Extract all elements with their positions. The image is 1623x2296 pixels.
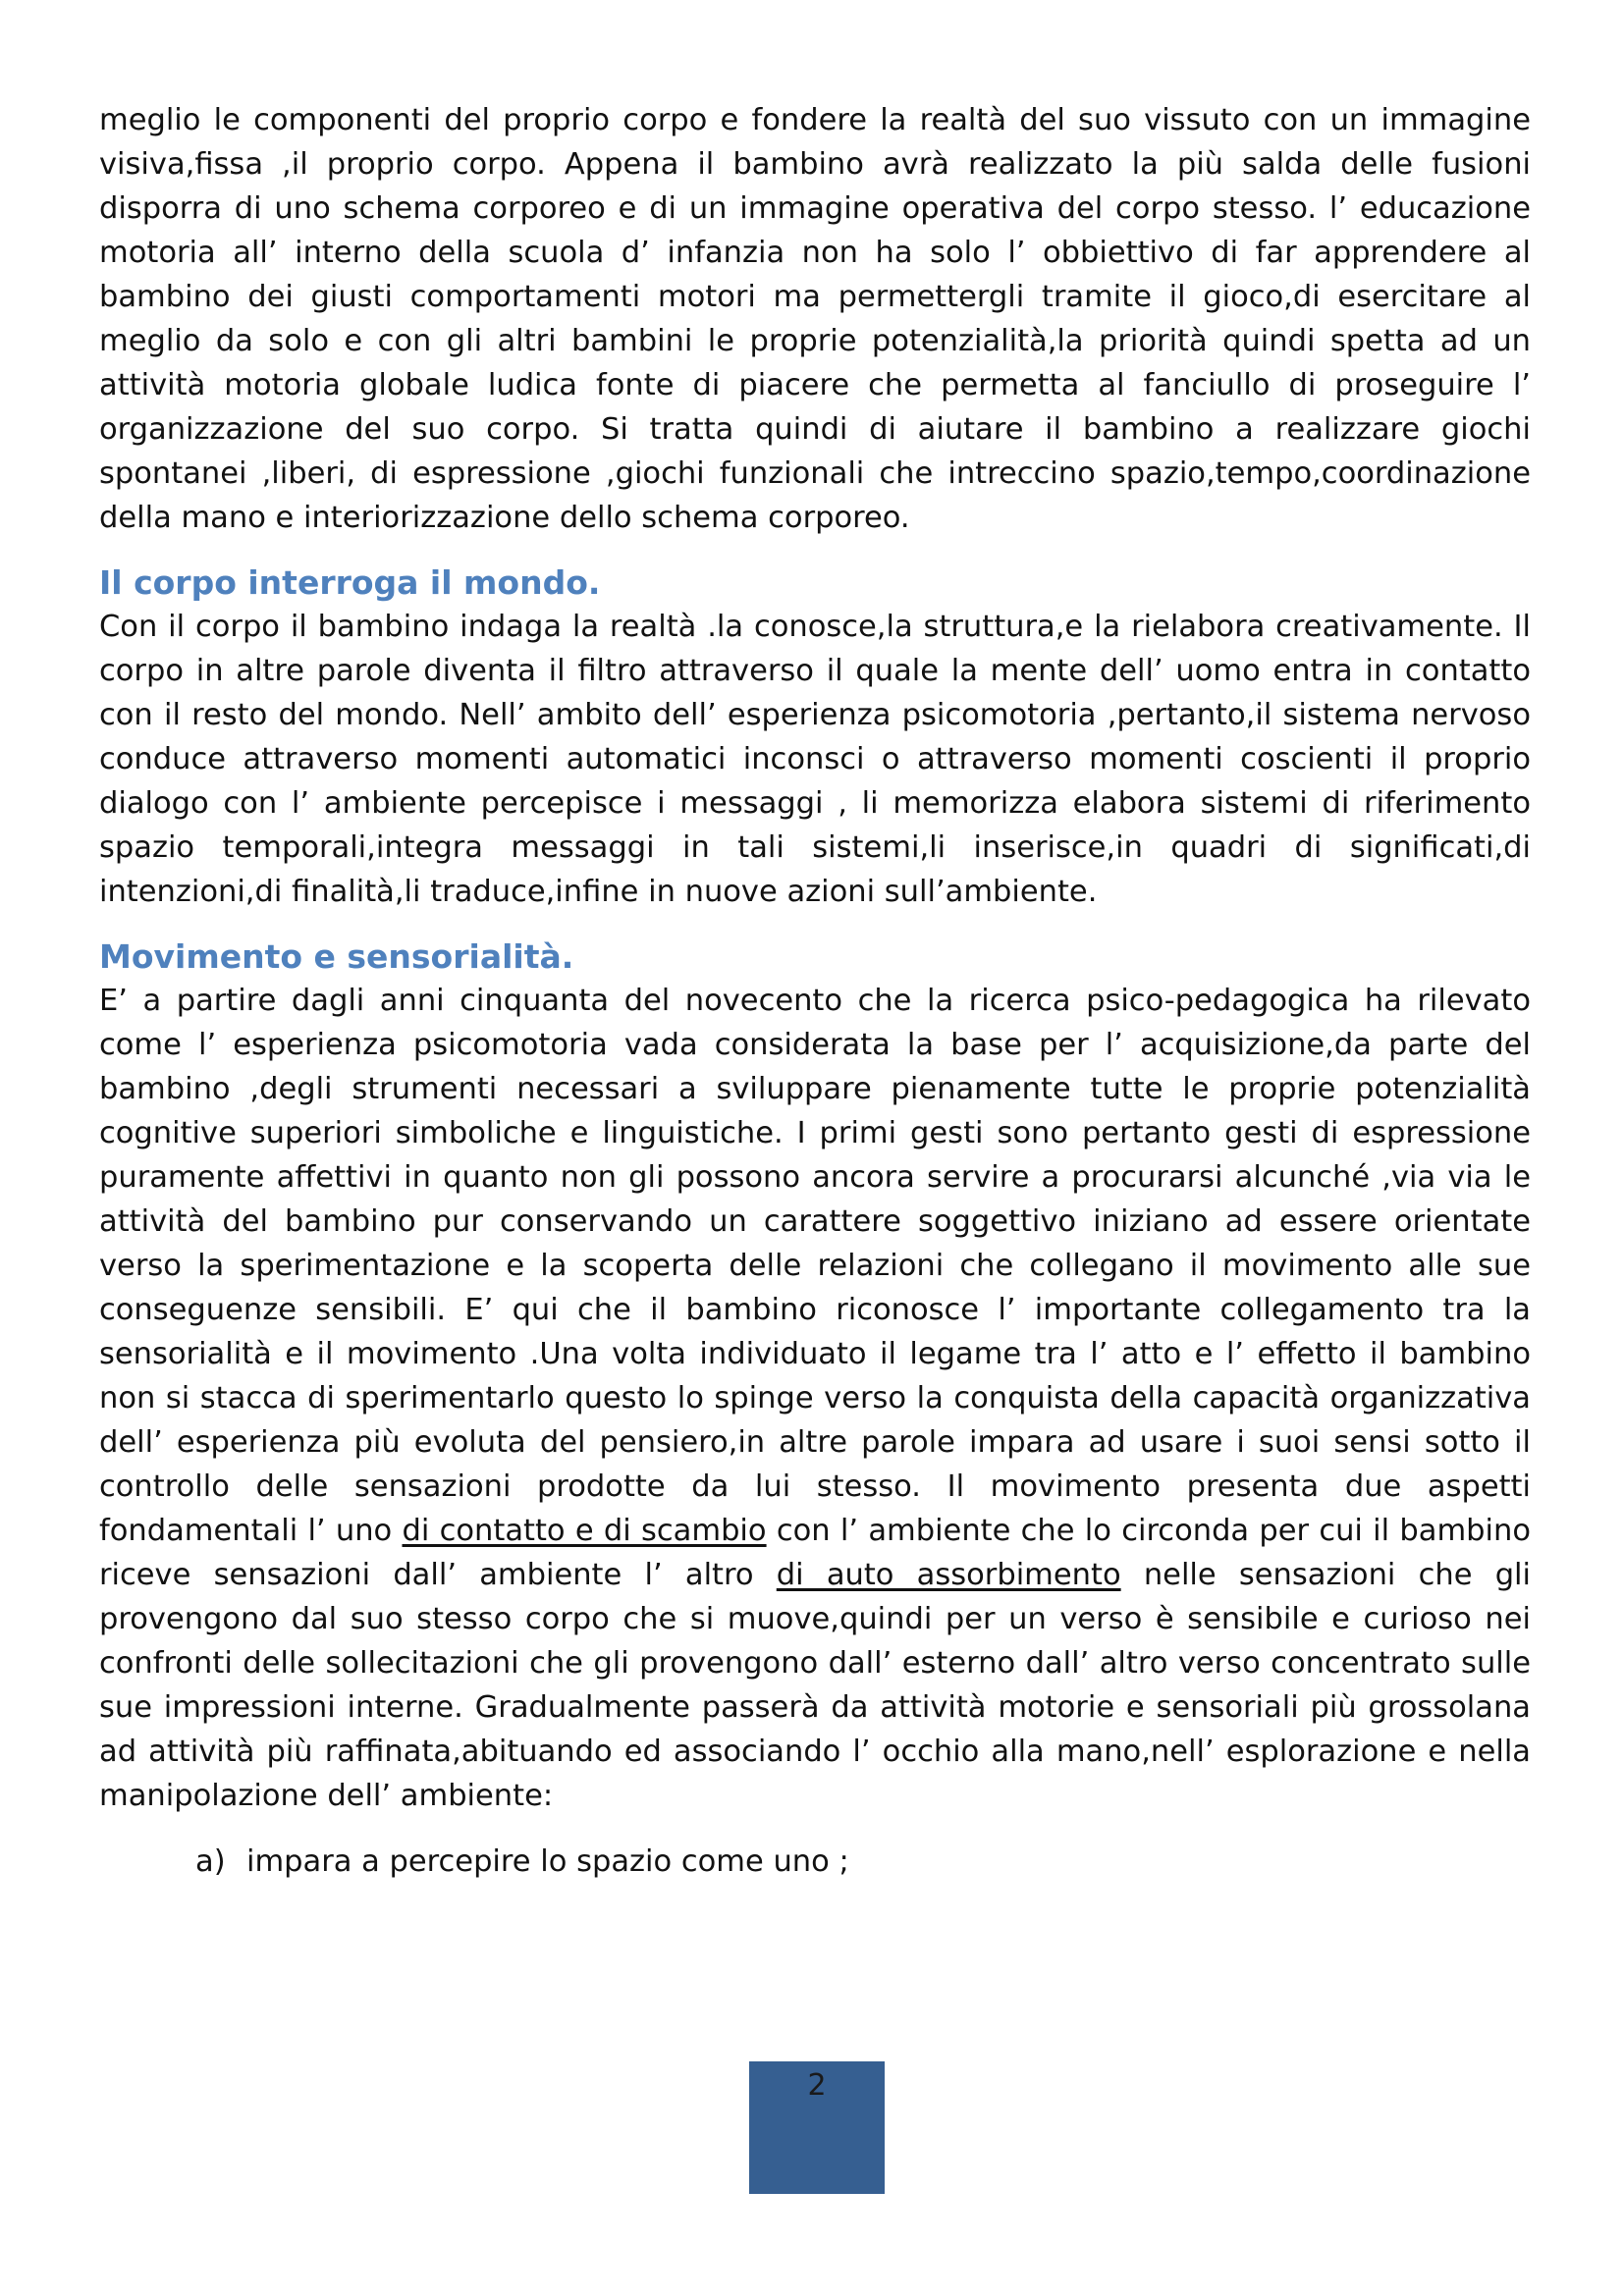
paragraph-text-part: nelle sensazioni che gli provengono dal suo stesso corpo che si muove,quindi per un verso è sensibile e curioso nei confronti delle sollecitazioni che gli provengono dall’ esterno dall’ altro verso concentrato sulle sue impressioni interne. Gradualmente passerà da attività motorie e sensoriali più grossolana ad attività più raffinata,abituando ed associando l’ occhio alla mano,nell’ esplorazione e nella manipolazione dell’ ambiente: xyxy=(99,1558,1531,1813)
intro-paragraph: meglio le componenti del proprio corpo e fondere la realtà del suo vissuto con un immagine visiva,fissa ,il proprio corpo. Appena il bambino avrà realizzato la più salda delle fusioni disporra di uno schema corporeo e di un immagine operativa del corpo stesso. l’ educazione motoria all’ interno della scuola d’ infanzia non ha solo l’ obbiettivo di far apprendere al bambino dei giusti comportamenti motori ma permettergli tramite il gioco,di esercitare al meglio da solo e con gli altri bambini le proprie potenzialità,la priorità quindi spetta ad un attività motoria globale ludica fonte di piacere che permetta al fanciullo di proseguire l’ organizzazione del suo corpo. Si tratta quindi di aiutare il bambino a realizzare giochi spontanei ,liberi, di espressione ,giochi funzionali che intreccino spazio,tempo,coordinazione della mano e interiorizzazione dello schema corporeo. xyxy=(99,103,1531,535)
paragraph-text-part: E’ a partire dagli anni cinquanta del novecento che la ricerca psico-pedagogica ha rilevato come l’ esperienza psicomotoria vada considerata la base per l’ acquisizione,da parte del bambino ,degli strumenti necessari a sviluppare pienamente tutte le proprie potenzialità cognitive superiori simboliche e linguistiche. I primi gesti sono pertanto gesti di espressione puramente affettivi in quanto non gli possono ancora servire a procurarsi alcunché ,via via le attività del bambino pur conservando un carattere soggettivo iniziano ad essere orientate verso la sperimentazione e la scoperta delle relazioni che collegano il movimento alle sue conseguenze sensibili. E’ qui che il bambino riconosce l’ importante collegamento tra la sensorialità e il movimento .Una volta individuato il legame tra l’ atto e l’ effetto il bambino non si stacca di sperimentarlo questo lo spinge verso la conquista della capacità organizzativa dell’ esperienza più evoluta del pensiero,in altre parole impara ad usare i suoi sensi sotto il controllo delle sensazioni prodotte da lui stesso. Il movimento presenta due aspetti fondamentali l’ uno xyxy=(99,984,1531,1548)
section-paragraph-corpo-mondo: Con il corpo il bambino indaga la realtà .la conosce,la struttura,e la rielabora creativamente. Il corpo in altre parole diventa il filtro attraverso il quale la mente dell’ uomo entra in contatto con il resto del mondo. Nell’ ambito dell’ esperienza psicomotoria ,pertanto,il sistema nervoso conduce attraverso momenti automatici inconsci o attraverso momenti coscienti il proprio dialogo con l’ ambiente percepisce i messaggi , li memorizza elabora sistemi di riferimento spazio temporali,integra messaggi in tali sistemi,li inserisce,in quadri di significati,di intenzioni,di finalità,li traduce,infine in nuove azioni sull’ambiente. xyxy=(99,610,1531,909)
list-item xyxy=(195,1840,1531,1884)
list-marker: a) xyxy=(195,1844,226,1879)
section-heading-movimento-sensorialita: Movimento e sensorialità. xyxy=(99,937,574,976)
page-number: 2 xyxy=(807,2068,827,2103)
document-page xyxy=(99,98,1531,1884)
section-heading-corpo-mondo: Il corpo interroga il mondo. xyxy=(99,563,601,602)
list-item-text: impara a percepire lo spazio come uno ; xyxy=(246,1844,849,1879)
paragraph-text-part: con l’ ambiente che lo circonda per cui il bambino riceve sensazioni dall’ ambiente l’ altro xyxy=(99,1514,1531,1592)
section-paragraph-movimento-sensorialita xyxy=(99,979,1531,1818)
underlined-phrase-auto-assorbimento: di auto assorbimento xyxy=(776,1558,1121,1592)
underlined-phrase-contatto-scambio: di contatto e di scambio xyxy=(402,1514,767,1548)
